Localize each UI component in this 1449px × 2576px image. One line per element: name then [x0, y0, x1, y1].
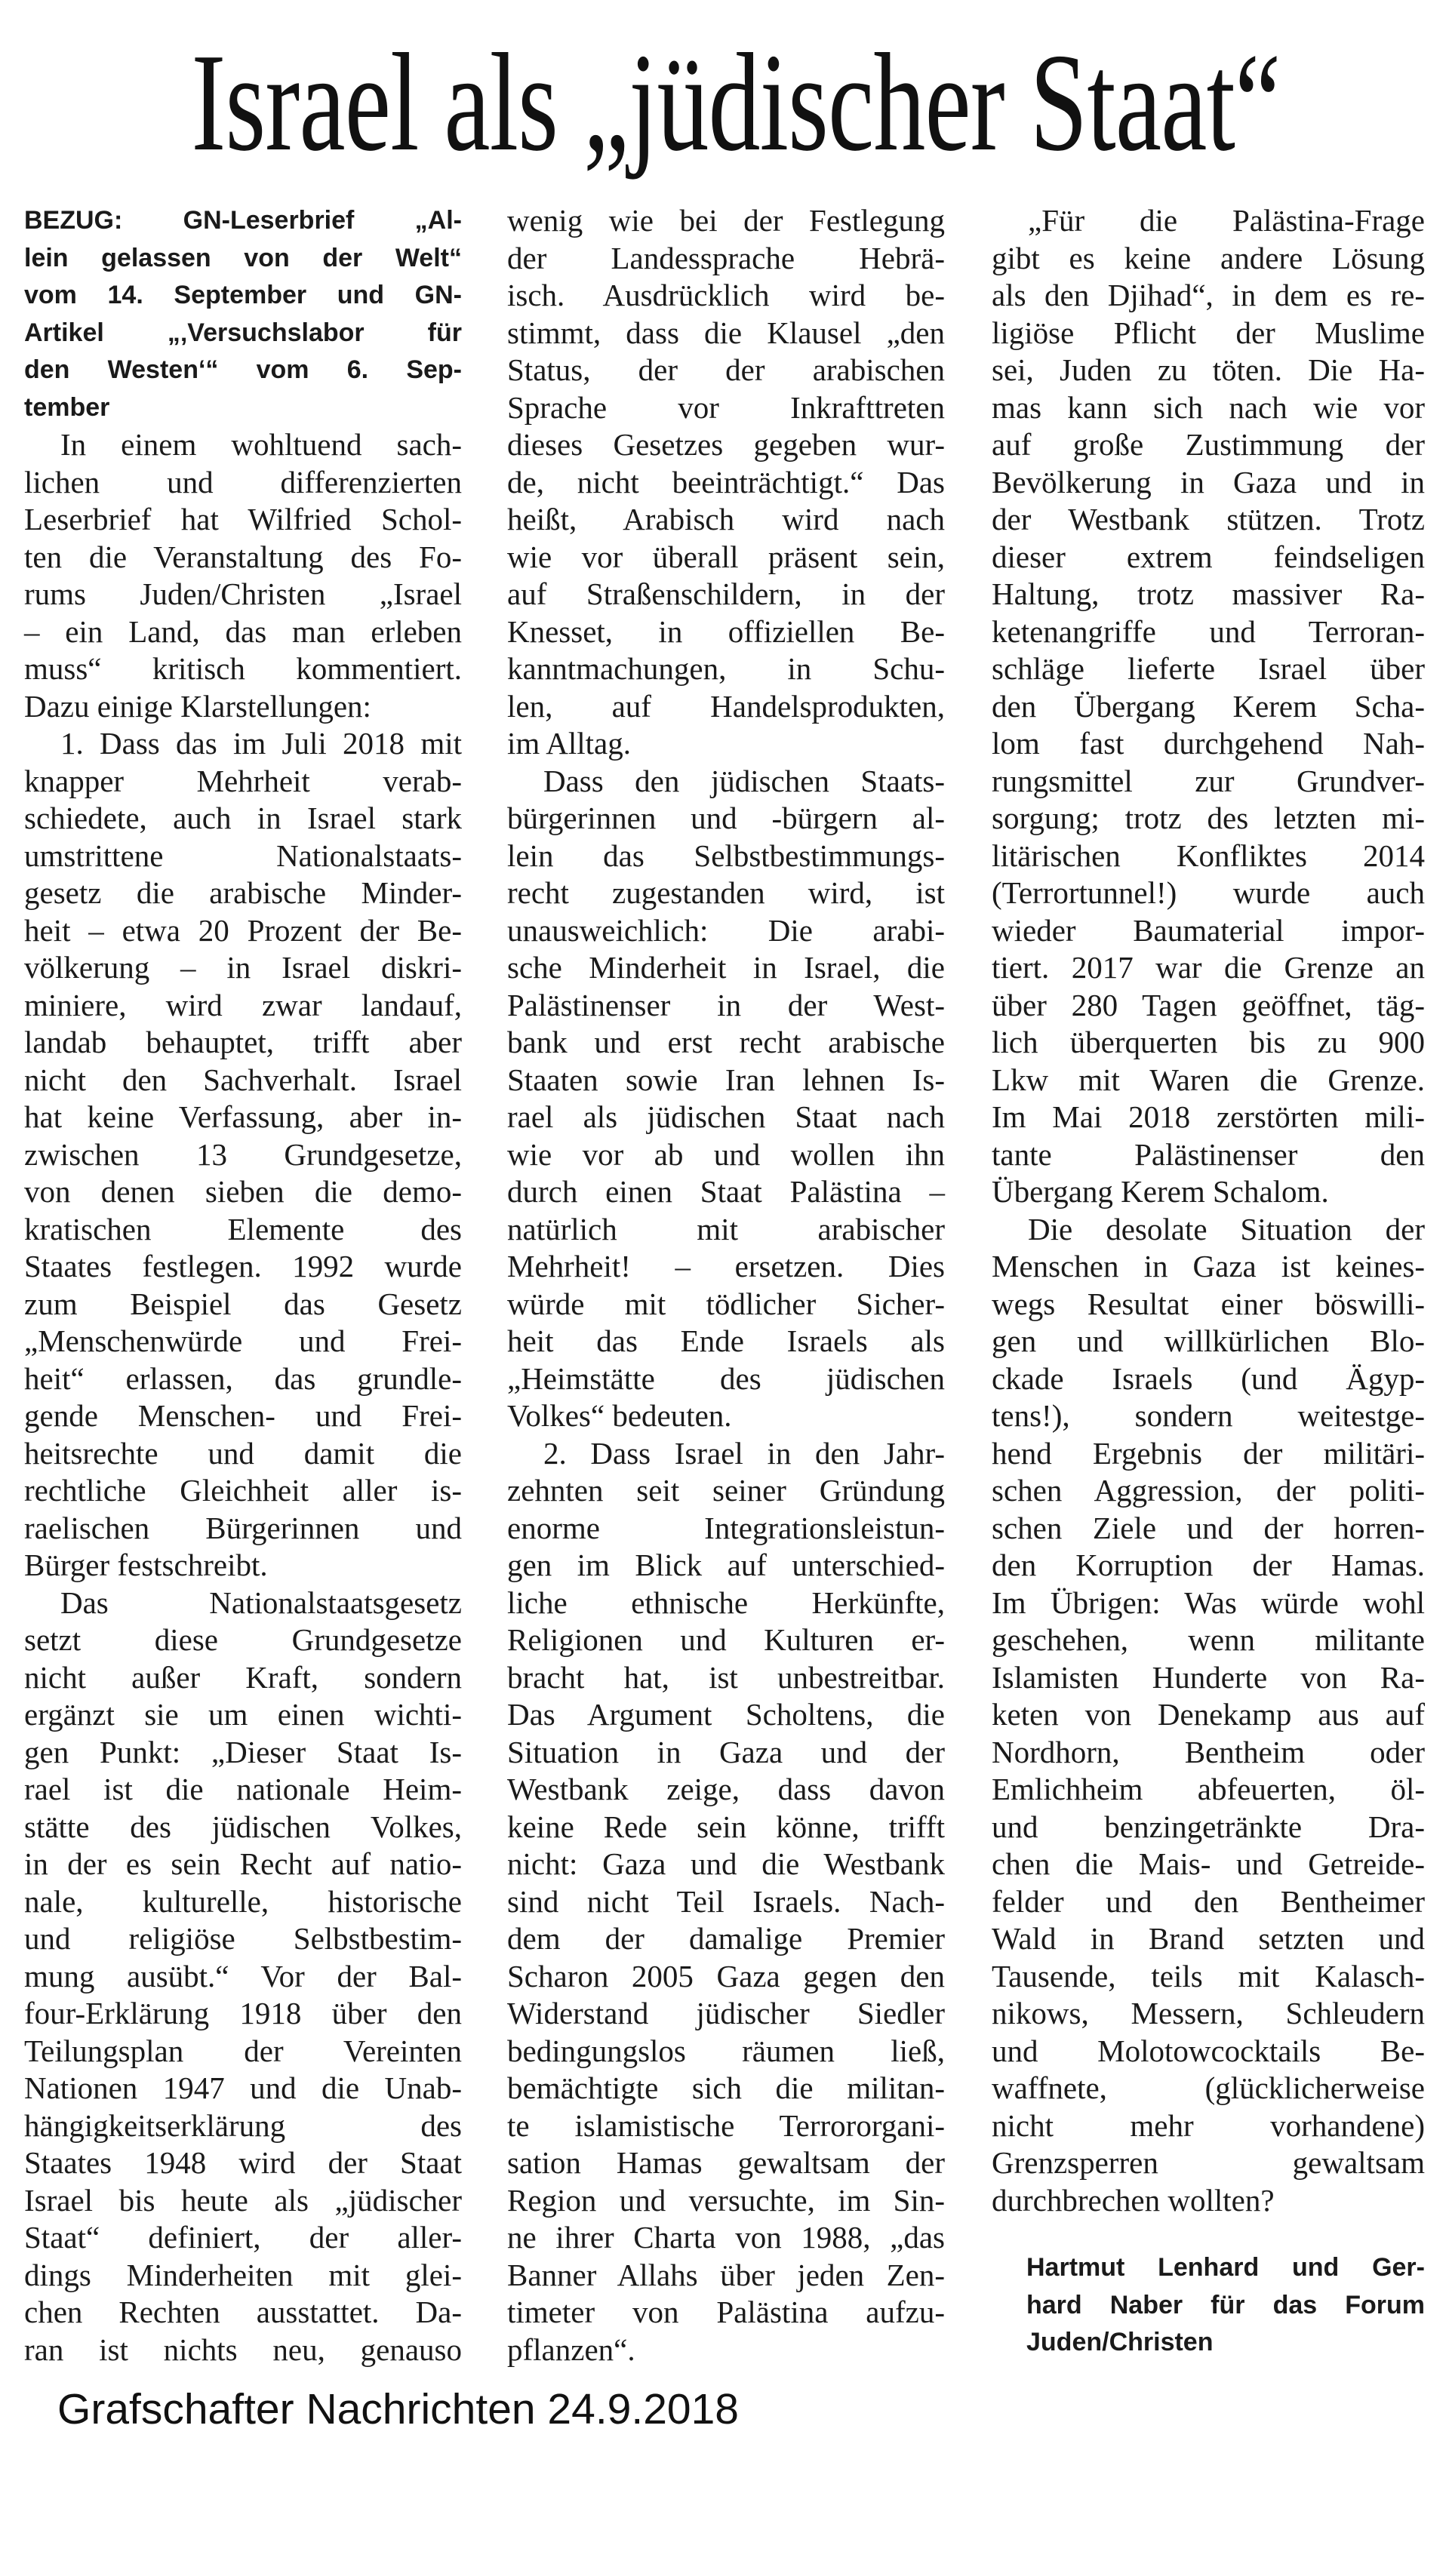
text-line: durchbrechen wollten? — [992, 2182, 1275, 2218]
signature-line: Juden/Christen — [1026, 2328, 1214, 2356]
text-line: würde mit tödlicher Sicher- — [507, 1286, 945, 1321]
text-line: Scharon 2005 Gaza gegen den — [507, 1958, 945, 1993]
text-line: rael als jüdischen Staat nach — [507, 1099, 945, 1134]
text-line: schen Aggression, der politi- — [992, 1473, 1425, 1508]
text-line: umstrittene Nationalstaats- — [24, 838, 462, 873]
text-line: stimmt, dass die Klausel „den — [507, 315, 945, 350]
text-line: Tausende, teils mit Kalasch- — [992, 1958, 1425, 1993]
signature-line: hard Naber für das Forum — [1026, 2290, 1425, 2319]
text-line: Israel bis heute als „jüdischer — [24, 2182, 462, 2218]
text-line: litärischen Konfliktes 2014 — [992, 838, 1425, 873]
text-line: Haltung, trotz massiver Ra- — [992, 576, 1425, 611]
text-line: Emlichheim abfeuerten, öl- — [992, 1772, 1425, 1806]
text-line: sche Minderheit in Israel, die — [507, 950, 945, 985]
text-line: nicht mehr vorhandene) — [992, 2107, 1425, 2143]
text-line: der Westbank stützen. Trotz — [992, 502, 1425, 536]
text-line: bedingungslos räumen ließ, — [507, 2033, 945, 2068]
text-line: sind nicht Teil Israels. Nach- — [507, 1883, 945, 1919]
text-line: Mehrheit! – ersetzen. Dies — [507, 1249, 945, 1283]
text-line: four-Erklärung 1918 über den — [24, 1996, 462, 2030]
text-line: wenig wie bei der Festlegung — [507, 203, 945, 238]
text-line: Widerstand jüdischer Siedler — [507, 1996, 945, 2030]
text-line: wieder Baumaterial impor- — [992, 912, 1425, 948]
signature-gap — [992, 2219, 1425, 2249]
text-line: dings Minderheiten mit glei- — [24, 2257, 462, 2292]
text-line: Religionen und Kulturen er- — [507, 1622, 945, 1657]
text-line: Volkes“ bedeuten. — [507, 1398, 732, 1433]
text-line: rungsmittel zur Grundver- — [992, 763, 1425, 798]
text-line: miniere, wird zwar landauf, — [24, 987, 462, 1022]
text-line: durch einen Staat Palästina – — [507, 1174, 945, 1209]
text-line: schläge lieferte Israel über — [992, 651, 1425, 686]
signature-line: Hartmut Lenhard und Ger- — [1026, 2253, 1425, 2282]
text-line: Leserbrief hat Wilfried Schol- — [24, 502, 462, 536]
text-line: im Alltag. — [507, 726, 631, 761]
text-line: tember — [24, 392, 110, 422]
text-line: wegs Resultat einer böswilli- — [992, 1286, 1425, 1321]
text-line: Teilungsplan der Vereinten — [24, 2033, 462, 2068]
text-line: Bürger festschreibt. — [24, 1548, 268, 1582]
text-line: sation Hamas gewaltsam der — [507, 2145, 945, 2180]
text-line: waffnete, (glücklicherweise — [992, 2070, 1425, 2105]
text-line: lein das Selbstbestimmungs- — [507, 838, 945, 873]
text-line: Region und versuchte, im Sin- — [507, 2182, 945, 2218]
text-line: geschehen, wenn militante — [992, 1622, 1425, 1657]
text-line: unausweichlich: Die arabi- — [507, 912, 945, 948]
text-line: lichen und differenzierten — [24, 464, 462, 500]
text-line: Knesset, in offiziellen Be- — [507, 613, 945, 649]
text-line: setzt diese Grundgesetze — [24, 1622, 462, 1657]
source-caption: Grafschafter Nachrichten 24.9.2018 — [57, 2385, 740, 2433]
text-line: hend Ergebnis der militäri- — [992, 1435, 1425, 1471]
text-line: schiedete, auch in Israel stark — [24, 801, 462, 835]
text-line: Dazu einige Klarstellungen: — [24, 688, 371, 724]
text-line: Staaten sowie Iran lehnen Is- — [507, 1062, 945, 1097]
text-line: liche ethnische Herkünfte, — [507, 1585, 945, 1620]
text-line: Artikel „‚Versuchslabor für — [24, 318, 462, 347]
text-line: Bevölkerung in Gaza und in — [992, 464, 1425, 500]
text-line: auf Straßenschildern, in der — [507, 576, 945, 611]
text-line: über 280 Tagen geöffnet, täg- — [992, 987, 1425, 1022]
text-line: Im Übrigen: Was würde wohl — [992, 1585, 1425, 1620]
text-line: bemächtigte sich die militan- — [507, 2070, 945, 2105]
text-line: den Westen‘“ vom 6. Sep- — [24, 355, 462, 384]
text-line: Nationen 1947 und die Unab- — [24, 2070, 462, 2105]
text-line: Wald in Brand setzten und — [992, 1921, 1425, 1956]
text-line: muss“ kritisch kommentiert. — [24, 651, 462, 686]
text-line: nikows, Messern, Schleudern — [992, 1996, 1425, 2030]
text-line: te islamistische Terrororgani- — [507, 2107, 945, 2143]
text-line: stätte des jüdischen Volkes, — [24, 1809, 462, 1844]
text-line: knapper Mehrheit verab- — [24, 763, 462, 798]
text-line: gen und willkürlichen Blo- — [992, 1323, 1425, 1358]
text-line: Die desolate Situation der — [1028, 1211, 1425, 1247]
text-line: gesetz die arabische Minder- — [24, 875, 462, 910]
text-line: mung ausübt.“ Vor der Bal- — [24, 1958, 462, 1993]
text-line: kratischen Elemente des — [24, 1211, 462, 1247]
text-line: gibt es keine andere Lösung — [992, 240, 1425, 275]
text-line: de, nicht beeinträchtigt.“ Das — [507, 464, 945, 500]
text-line: Palästinenser in der West- — [507, 987, 945, 1022]
text-line: lich überquerten bis zu 900 — [992, 1025, 1425, 1059]
text-line: chen die Mais- und Getreide- — [992, 1846, 1425, 1881]
text-line: nicht den Sachverhalt. Israel — [24, 1062, 462, 1097]
text-line: zwischen 13 Grundgesetze, — [24, 1136, 462, 1172]
text-line: sei, Juden zu töten. Die Ha- — [992, 352, 1425, 387]
text-line: Menschen in Gaza ist keines- — [992, 1249, 1425, 1283]
text-line: Lkw mit Waren die Grenze. — [992, 1062, 1425, 1097]
text-line: keine Rede sein könne, trifft — [507, 1809, 945, 1844]
text-line: gen im Blick auf unterschied- — [507, 1548, 945, 1582]
text-line: nicht außer Kraft, sondern — [24, 1659, 462, 1695]
text-line: 2. Dass Israel in den Jahr- — [543, 1435, 945, 1471]
text-line: chen Rechten ausstattet. Da- — [24, 2295, 462, 2329]
text-line: (Terrortunnel!) wurde auch — [992, 875, 1425, 910]
text-line: zum Beispiel das Gesetz — [24, 1286, 462, 1321]
text-line: lein gelassen von der Welt“ — [24, 243, 462, 272]
text-line: mas kann sich nach wie vor — [992, 389, 1425, 425]
text-line: und Molotowcocktails Be- — [992, 2033, 1425, 2068]
text-line: Das Nationalstaatsgesetz — [60, 1585, 462, 1620]
article-column-1 — [24, 202, 462, 2369]
text-line: Situation in Gaza und der — [507, 1734, 945, 1769]
text-line: „Für die Palästina-Frage — [1028, 203, 1425, 238]
text-line: gen Punkt: „Dieser Staat Is- — [24, 1734, 462, 1769]
text-line: und benzingetränkte Dra- — [992, 1809, 1425, 1844]
text-line: kanntmachungen, in Schu- — [507, 651, 945, 686]
text-line: Übergang Kerem Schalom. — [992, 1174, 1329, 1209]
text-line: vom 14. September und GN- — [24, 281, 462, 309]
text-line: den Korruption der Hamas. — [992, 1548, 1425, 1582]
text-line: raelischen Bürgerinnen und — [24, 1510, 462, 1545]
text-line: lom fast durchgehend Nah- — [992, 726, 1425, 761]
text-line: recht zugestanden wird, ist — [507, 875, 945, 910]
text-line: ran ist nichts neu, genauso — [24, 2332, 462, 2367]
text-line: nicht: Gaza und die Westbank — [507, 1846, 945, 1881]
text-line: wie vor überall präsent sein, — [507, 539, 945, 574]
text-line: Dass den jüdischen Staats- — [543, 763, 945, 798]
article-column-2 — [507, 202, 945, 2369]
text-line: Grenzsperren gewaltsam — [992, 2145, 1425, 2180]
article-column-3 — [992, 202, 1425, 2362]
text-line: tante Palästinenser den — [992, 1136, 1425, 1172]
text-line: Das Argument Scholtens, die — [507, 1697, 945, 1732]
text-line: ergänzt sie um einen wichti- — [24, 1697, 462, 1732]
text-line: heißt, Arabisch wird nach — [507, 502, 945, 536]
text-line: Banner Allahs über jeden Zen- — [507, 2257, 945, 2292]
text-line: len, auf Handelsprodukten, — [507, 688, 945, 724]
text-line: gende Menschen- und Frei- — [24, 1398, 462, 1433]
text-line: den Übergang Kerem Scha- — [992, 688, 1425, 724]
column-3-body — [992, 202, 1425, 2219]
text-line: bracht hat, ist unbestreitbar. — [507, 1659, 945, 1695]
text-line: Westbank zeige, dass davon — [507, 1772, 945, 1806]
text-line: heitsrechte und damit die — [24, 1435, 462, 1471]
text-line: rechtliche Gleichheit aller is- — [24, 1473, 462, 1508]
text-line: dieses Gesetzes gegeben wur- — [507, 427, 945, 462]
text-line: keten von Denekamp aus auf — [992, 1697, 1425, 1732]
text-line: ckade Israels (und Ägyp- — [992, 1360, 1425, 1396]
text-line: tens!), sondern weitestge- — [992, 1398, 1425, 1433]
text-line: In einem wohltuend sach- — [60, 427, 462, 462]
text-line: ne ihrer Charta von 1988, „das — [507, 2220, 945, 2255]
text-line: – ein Land, das man erleben — [24, 613, 462, 649]
text-line: timeter von Palästina aufzu- — [507, 2295, 945, 2329]
text-line: ligiöse Pflicht der Muslime — [992, 315, 1425, 350]
text-line: „Menschenwürde und Frei- — [24, 1323, 462, 1358]
text-line: hat keine Verfassung, aber in- — [24, 1099, 462, 1134]
text-line: tiert. 2017 war die Grenze an — [992, 950, 1425, 985]
text-line: zehnten seit seiner Gründung — [507, 1473, 945, 1508]
text-line: heit – etwa 20 Prozent der Be- — [24, 912, 462, 948]
text-line: felder und den Bentheimer — [992, 1883, 1425, 1919]
text-line: heit das Ende Israels als — [507, 1323, 945, 1358]
text-line: landab behauptet, trifft aber — [24, 1025, 462, 1059]
text-line: bürgerinnen und -bürgern al- — [507, 801, 945, 835]
text-line: Staates 1948 wird der Staat — [24, 2145, 462, 2180]
text-line: und religiöse Selbstbestim- — [24, 1921, 462, 1956]
text-line: ten die Veranstaltung des Fo- — [24, 539, 462, 574]
text-line: Im Mai 2018 zerstörten mili- — [992, 1099, 1425, 1134]
text-line: BEZUG: GN-Leserbrief „Al- — [24, 206, 462, 235]
text-line: 1. Dass das im Juli 2018 mit — [60, 726, 462, 761]
text-line: nale, kulturelle, historische — [24, 1883, 462, 1919]
headline-container — [0, 27, 1449, 178]
text-line: dieser extrem feindseligen — [992, 539, 1425, 574]
text-line: dem der damalige Premier — [507, 1921, 945, 1956]
text-line: von denen sieben die demo- — [24, 1174, 462, 1209]
text-line: isch. Ausdrücklich wird be- — [507, 278, 945, 312]
text-line: als den Djihad“, in dem es re- — [992, 278, 1425, 312]
text-line: wie vor ab und wollen ihn — [507, 1136, 945, 1172]
text-line: völkerung – in Israel diskri- — [24, 950, 462, 985]
text-line: Staat“ definiert, der aller- — [24, 2220, 462, 2255]
text-line: enorme Integrationsleistun- — [507, 1510, 945, 1545]
text-line: Status, der der arabischen — [507, 352, 945, 387]
text-line: ketenangriffe und Terroran- — [992, 613, 1425, 649]
text-line: der Landessprache Hebrä- — [507, 240, 945, 275]
text-line: hängigkeitserklärung des — [24, 2107, 462, 2143]
text-line: heit“ erlassen, das grundle- — [24, 1360, 462, 1396]
text-line: „Heimstätte des jüdischen — [507, 1360, 945, 1396]
text-line: Sprache vor Inkrafttreten — [507, 389, 945, 425]
text-line: natürlich mit arabischer — [507, 1211, 945, 1247]
headline: Israel als „jüdischer Staat“ — [191, 25, 1281, 180]
text-line: Islamisten Hunderte von Ra- — [992, 1659, 1425, 1695]
text-line: rums Juden/Christen „Israel — [24, 576, 462, 611]
text-line: bank und erst recht arabische — [507, 1025, 945, 1059]
text-line: sorgung; trotz des letzten mi- — [992, 801, 1425, 835]
text-line: rael ist die nationale Heim- — [24, 1772, 462, 1806]
text-line: schen Ziele und der horren- — [992, 1510, 1425, 1545]
text-line: auf große Zustimmung der — [992, 427, 1425, 462]
text-line: Nordhorn, Bentheim oder — [992, 1734, 1425, 1769]
text-line: in der es sein Recht auf natio- — [24, 1846, 462, 1881]
author-signature — [992, 2249, 1425, 2362]
text-line: pflanzen“. — [507, 2332, 635, 2367]
text-line: Staates festlegen. 1992 wurde — [24, 1249, 462, 1283]
